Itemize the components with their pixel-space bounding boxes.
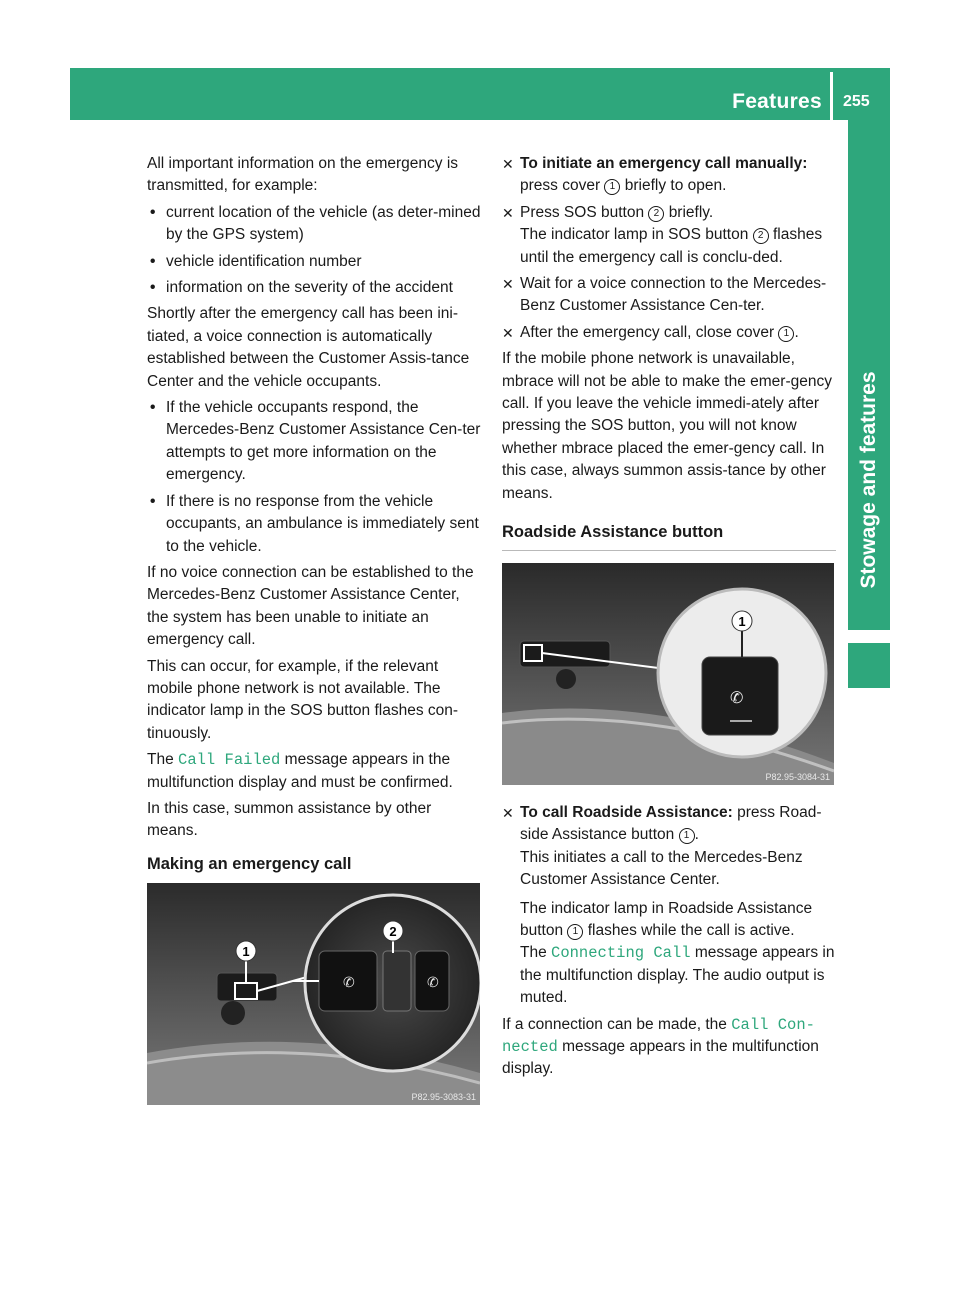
paragraph: If no voice connection can be established to the Mercedes-Benz Customer Assistance Center, the system has been unable to initiate an emergency call.	[147, 563, 474, 649]
list-item: • If the vehicle occupants respond, the Mercedes-Benz Customer Assistance Cen-ter attempts to get more information on the emergency.	[147, 397, 482, 487]
section-heading: Roadside Assistance button	[502, 521, 836, 550]
display-message: Call Con-nected	[502, 1015, 815, 1056]
left-column	[147, 153, 482, 1123]
wrench-icon: ✆	[427, 975, 439, 992]
step-arrow-icon: ✕	[502, 804, 514, 821]
section-heading: Making an emergency call	[147, 854, 352, 873]
step-arrow-icon: ✕	[502, 156, 514, 172]
side-tab-block	[848, 643, 890, 688]
text: Press SOS button	[520, 203, 645, 221]
figure-code: P82.95-3084-31	[765, 771, 830, 782]
text: press Road-side Assistance button	[520, 803, 822, 844]
step-arrow-icon: ✕	[502, 204, 514, 221]
paragraph	[147, 749, 482, 794]
text: The indicator lamp in SOS button	[520, 226, 749, 244]
instruction-step	[502, 202, 836, 269]
list-item: • If there is no response from the vehicle occupants, an ambulance is immediately sent to the vehicle.	[147, 491, 482, 558]
text: After the emergency call, close cover	[520, 323, 775, 341]
instruction-step	[502, 153, 836, 198]
page-number: 255	[843, 93, 870, 110]
figure-code: P82.95-3083-31	[411, 1092, 476, 1103]
list-item: • information on the severity of the accident	[147, 277, 482, 299]
callout-1-label: 1	[738, 613, 746, 629]
text: The	[147, 751, 174, 769]
paragraph: This can occur, for example, if the relevant mobile phone network is not available. The indicator lamp in the SOS button flashes con-tinuously.	[147, 657, 459, 742]
text: briefly to open.	[624, 177, 727, 195]
text: Wait for a voice connection to the Mercedes-Benz Customer Assistance Cen-ter.	[520, 275, 827, 315]
text: The indicator lamp in Roadside Assistance button	[520, 899, 813, 939]
instruction-step: ✕ To call Roadside Assistance: press Road-side Assistance button 1 . This initiates a call to the Mercedes-Benz Customer Assistance Center. The indicator lamp in Roadside Assistance button 1 flashes while the call is active. The Connecting Call message appears in the multifunction display. The audio output is muted.	[502, 803, 835, 1007]
callout-2: 2	[753, 228, 769, 244]
text: If a connection can be made, the	[502, 1015, 727, 1033]
callout-1-label: 1	[242, 944, 250, 960]
phone-icon: ✆	[343, 975, 355, 992]
right-column	[502, 153, 836, 1085]
figure-roadside-button	[502, 563, 836, 792]
paragraph: If the mobile phone network is unavailable, mbrace will not be able to make the emer-gency call. If you leave the vehicle immedi-ately after pressing the SOS button, you will not know whether mbrace placed the emer-gency call. In this case, always summon assis-tance by other means.	[502, 350, 832, 502]
instruction-step	[502, 273, 836, 318]
text: flashes while the call is active.	[587, 921, 795, 939]
text: briefly.	[668, 203, 714, 221]
list-item: • current location of the vehicle (as deter-mined by the GPS system)	[147, 202, 482, 247]
figure-sos-button	[147, 883, 482, 1112]
text: message appears in the multifunction display. The audio output is muted.	[520, 944, 835, 1007]
callout-2-label: 2	[389, 924, 397, 940]
roadside-button-illustration	[502, 563, 834, 785]
text: flashes until the emergency call is conclu-ded.	[520, 226, 823, 266]
section-title: Features	[732, 90, 822, 113]
display-message: Call Failed	[178, 751, 281, 770]
text: press cover	[520, 177, 601, 195]
callout-2: 2	[648, 206, 664, 222]
paragraph: In this case, summon assistance by other means.	[147, 799, 432, 840]
text: message appears in the multifunction display.	[502, 1037, 819, 1078]
callout-1: 1	[778, 326, 794, 342]
callout-1: 1	[604, 179, 620, 195]
step-arrow-icon: ✕	[502, 276, 514, 293]
step-heading: To initiate an emergency call manually:	[520, 155, 808, 172]
step-arrow-icon: ✕	[502, 324, 514, 341]
phone-wrench-icon: ✆	[730, 687, 744, 707]
callout-1: 1	[679, 828, 695, 844]
display-message: Connecting Call	[551, 944, 691, 963]
intro-paragraph: All important information on the emergency is transmitted, for example:	[147, 155, 459, 195]
instruction-step: ✕ After the emergency call, close cover 1 .	[502, 322, 836, 344]
text: message appears in the multifunction display and must be confirmed.	[147, 751, 453, 791]
paragraph	[502, 1014, 836, 1081]
list-item: • vehicle identification number	[147, 251, 482, 273]
callout-1: 1	[567, 924, 583, 940]
header-divider	[830, 72, 833, 120]
sos-button-illustration	[147, 883, 480, 1105]
step-heading: To call Roadside Assistance:	[520, 803, 733, 821]
side-tab-label: Stowage and features	[857, 371, 880, 589]
paragraph: Shortly after the emergency call has been ini-tiated, a voice connection is automatically established between the Customer Assis-tance Center and the vehicle occupants.	[147, 305, 470, 390]
text: This initiates a call to the Mercedes-Benz Customer Assistance Center.	[520, 848, 803, 889]
text: The	[520, 944, 547, 962]
